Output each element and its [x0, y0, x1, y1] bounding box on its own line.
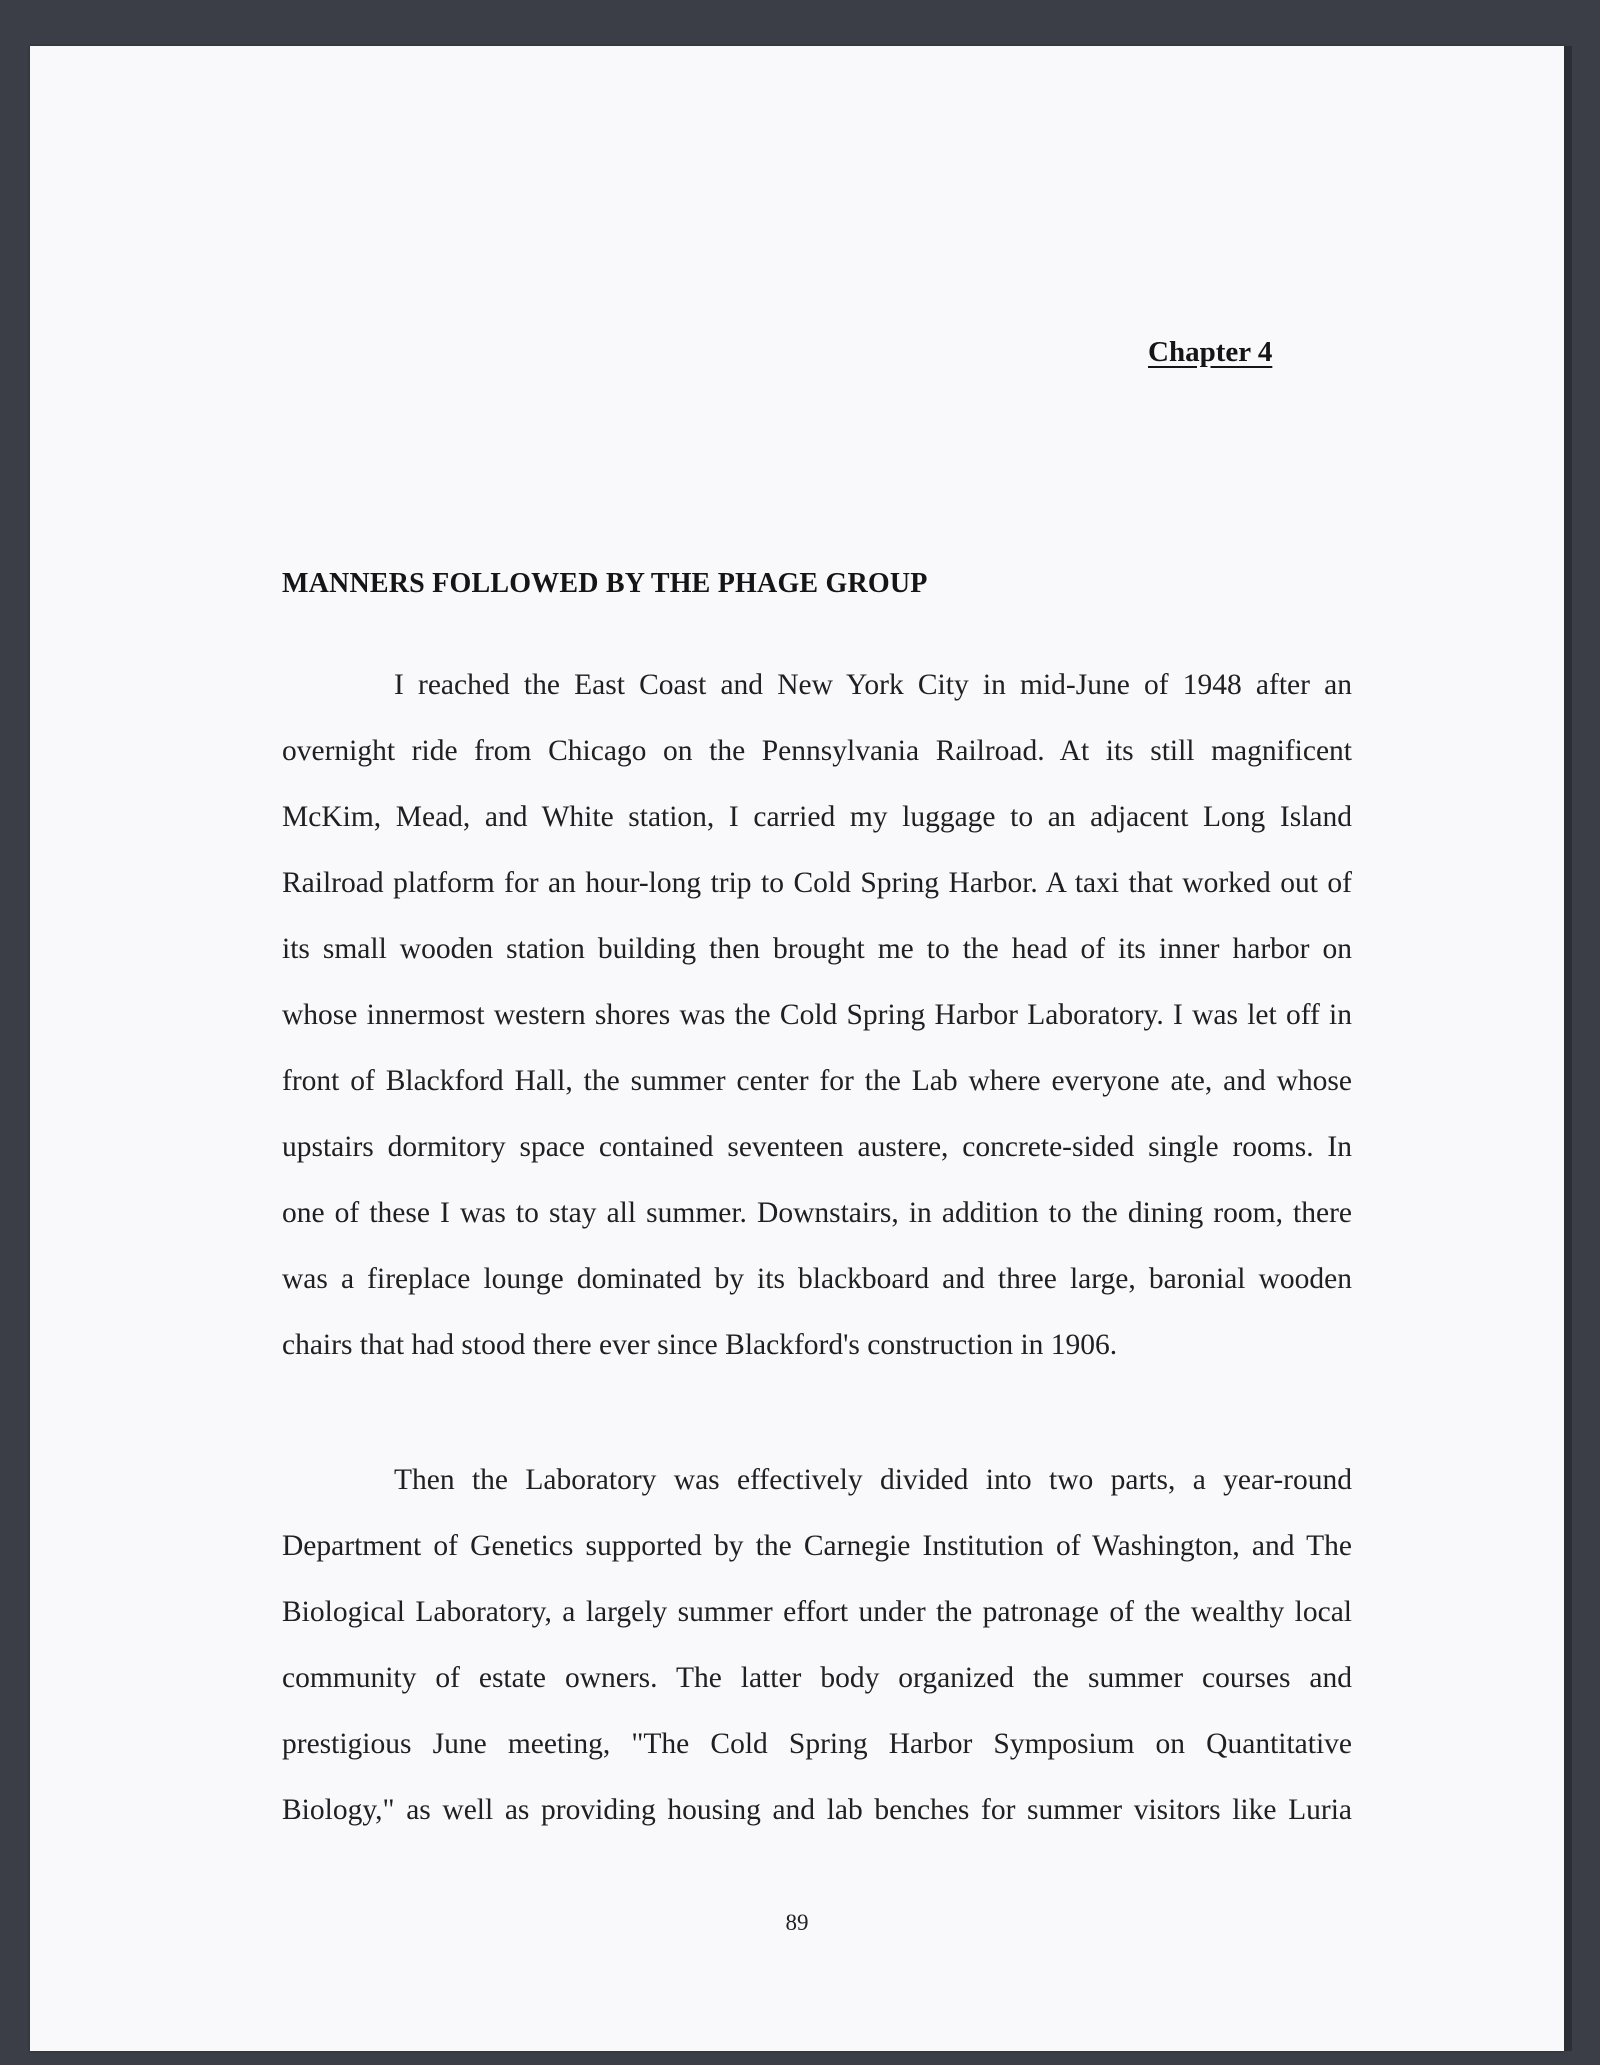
text-line: prestigious June meeting, "The Cold Spring Harbor Symposium on Quantitative: [282, 1728, 1352, 1760]
document-page: [30, 46, 1564, 2051]
text-line: its small wooden station building then brought me to the head of its inner harbor on: [282, 933, 1352, 965]
text-line: Railroad platform for an hour-long trip to Cold Spring Harbor. A taxi that worked out of: [282, 867, 1352, 899]
text-line: Department of Genetics supported by the Carnegie Institution of Washington, and The: [282, 1530, 1352, 1562]
page-edge-shadow: [1564, 46, 1572, 2051]
paragraph-2: [282, 1447, 1352, 1843]
text-line: chairs that had stood there ever since Blackford's construction in 1906.: [282, 1329, 1118, 1361]
section-heading: MANNERS FOLLOWED BY THE PHAGE GROUP: [282, 568, 928, 599]
text-line: I reached the East Coast and New York City in mid-June of 1948 after an: [394, 669, 1352, 701]
page-number: 89: [785, 1910, 809, 1935]
text-line: Biological Laboratory, a largely summer effort under the patronage of the wealthy local: [282, 1596, 1352, 1628]
text-line: McKim, Mead, and White station, I carried my luggage to an adjacent Long Island: [282, 801, 1352, 833]
paragraph-1: [282, 652, 1352, 1378]
text-line: Biology," as well as providing housing and lab benches for summer visitors like Luria: [282, 1794, 1352, 1826]
chapter-label: Chapter 4: [1148, 336, 1273, 368]
text-line: front of Blackford Hall, the summer center for the Lab where everyone ate, and whose: [282, 1065, 1352, 1097]
text-line: one of these I was to stay all summer. Downstairs, in addition to the dining room, there: [282, 1197, 1352, 1229]
text-line: overnight ride from Chicago on the Pennsylvania Railroad. At its still magnificent: [282, 735, 1352, 767]
text-line: community of estate owners. The latter body organized the summer courses and: [282, 1662, 1352, 1694]
text-line: was a fireplace lounge dominated by its blackboard and three large, baronial wooden: [282, 1263, 1352, 1295]
text-line: whose innermost western shores was the Cold Spring Harbor Laboratory. I was let off in: [282, 999, 1352, 1031]
text-line: upstairs dormitory space contained seventeen austere, concrete-sided single rooms. In: [282, 1131, 1352, 1163]
text-line: Then the Laboratory was effectively divided into two parts, a year-round: [394, 1464, 1352, 1496]
